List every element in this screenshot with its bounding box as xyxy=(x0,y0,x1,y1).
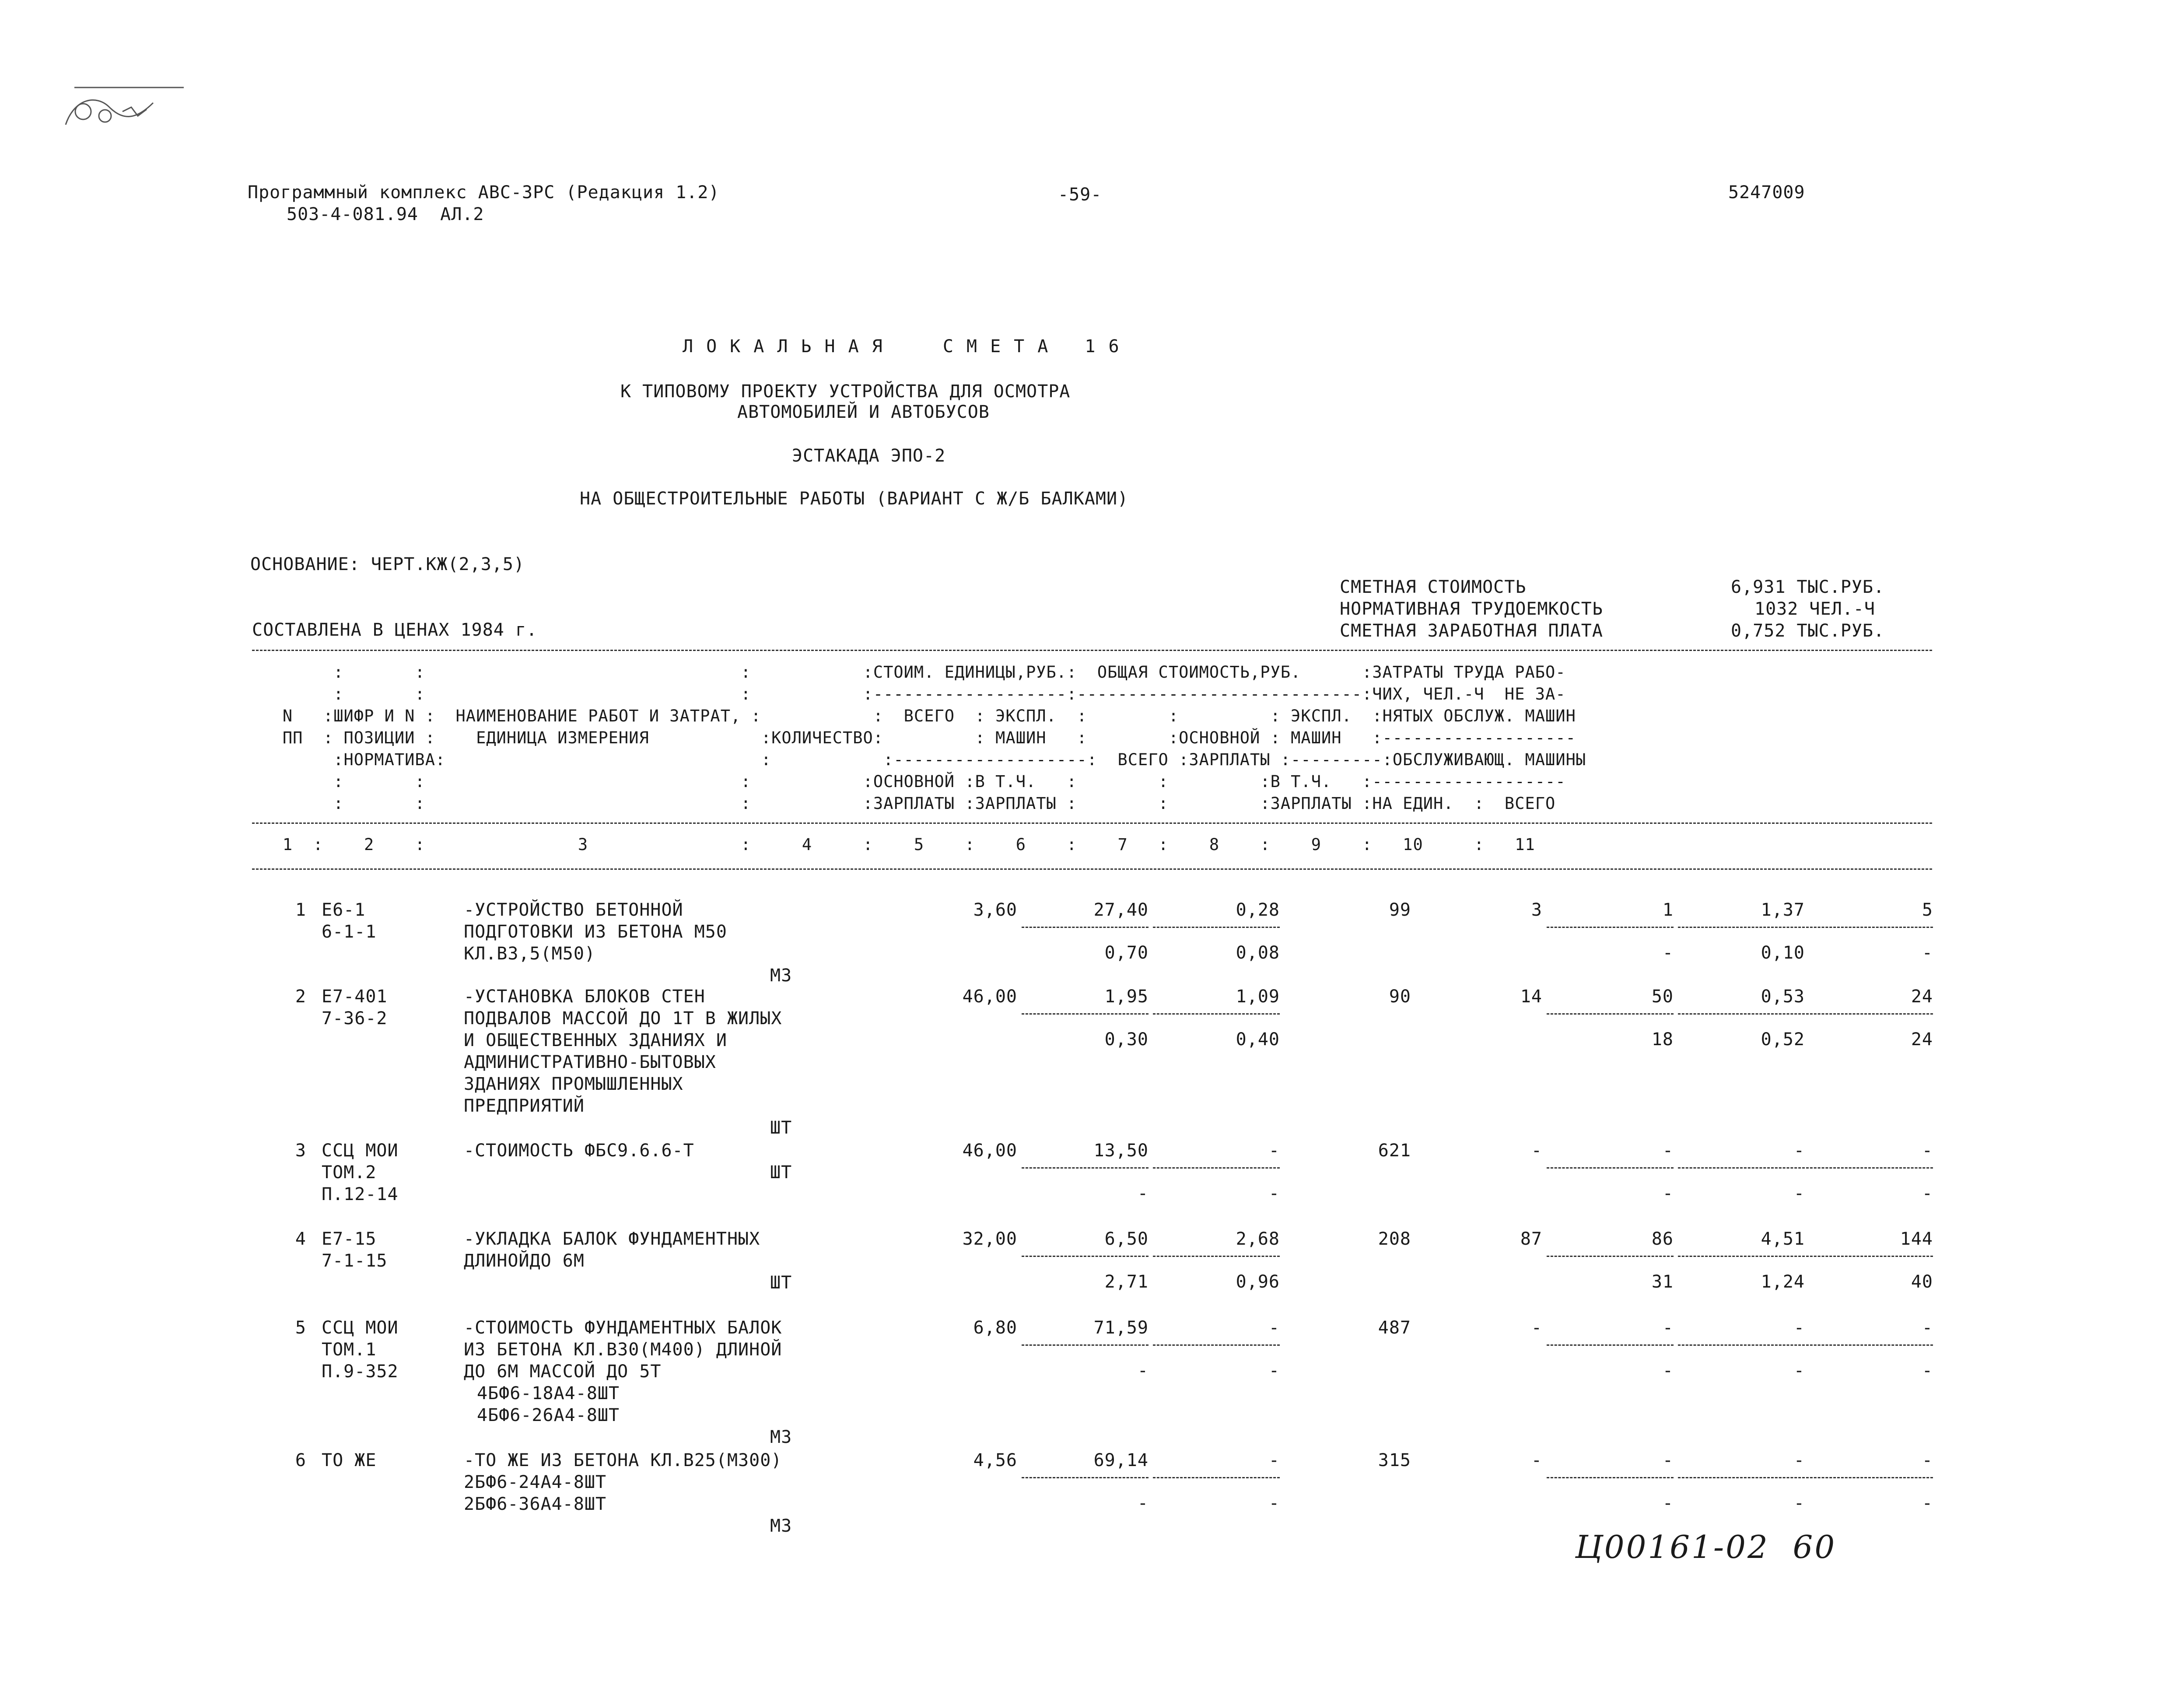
prices-text: СОСТАВЛЕНА В ЦЕНАХ 1984 г. xyxy=(252,620,538,640)
cell-c11b: - xyxy=(1922,943,1933,963)
row-name: ЗДАНИЯХ ПРОМЫШЛЕННЫХ xyxy=(464,1074,683,1094)
page-number: -59- xyxy=(1058,185,1102,205)
row-name: 2БФ6-24А4-8ШТ xyxy=(464,1472,607,1492)
table-top-rule xyxy=(252,650,1932,651)
cell-c6b: 0,96 xyxy=(1236,1272,1280,1292)
cell-c11b: - xyxy=(1922,1493,1933,1513)
basis-text: ОСНОВАНИЕ: ЧЕРТ.КЖ(2,3,5) xyxy=(250,554,525,574)
cell-c5: 71,59 xyxy=(1093,1318,1149,1338)
sub-rule xyxy=(1153,1013,1280,1015)
cell-c10: 0,53 xyxy=(1761,987,1805,1007)
row-code: Е6-1 xyxy=(322,900,366,920)
row-number: 6 xyxy=(295,1450,306,1470)
sub-rule xyxy=(1022,1167,1149,1169)
estimate-object: ЭСТАКАДА ЭПО-2 xyxy=(792,446,946,466)
cell-c10b: - xyxy=(1793,1493,1805,1513)
cell-c8: 14 xyxy=(1520,987,1542,1007)
cell-c8: - xyxy=(1531,1318,1542,1338)
cell-c10: - xyxy=(1793,1318,1805,1338)
cell-c5b: 0,70 xyxy=(1104,943,1149,963)
estimate-title: ЛОКАЛЬНАЯ СМЕТА 16 xyxy=(683,336,1132,357)
row-code: Е7-401 xyxy=(322,987,388,1007)
cell-c5: 6,50 xyxy=(1104,1229,1149,1249)
sub-rule xyxy=(1547,1013,1674,1015)
cell-c6b: 0,40 xyxy=(1236,1029,1280,1050)
row-number: 5 xyxy=(295,1318,306,1338)
sub-rule xyxy=(1806,1256,1933,1257)
row-name: ИЗ БЕТОНА КЛ.В30(М400) ДЛИНОЙ xyxy=(464,1340,782,1360)
row-code: ТОМ.2 xyxy=(322,1162,377,1183)
summary-label-wage: СМЕТНАЯ ЗАРАБОТНАЯ ПЛАТА xyxy=(1340,621,1603,641)
cell-c7: 487 xyxy=(1378,1318,1411,1338)
cell-c9: 1 xyxy=(1662,900,1674,920)
row-unit: М3 xyxy=(770,1427,792,1447)
cell-c5b: 2,71 xyxy=(1104,1272,1149,1292)
cell-c7: 208 xyxy=(1378,1229,1411,1249)
cell-c11: - xyxy=(1922,1141,1933,1161)
estimate-subtitle-2: АВТОМОБИЛЕЙ И АВТОБУСОВ xyxy=(737,402,990,422)
header-line: : : : :ЗАРПЛАТЫ :ЗАРПЛАТЫ : : :ЗАРПЛАТЫ :НА ЕДИН. : ВСЕГО xyxy=(252,794,1556,813)
header-line: :НОРМАТИВА: : :-------------------: ВСЕГО :ЗАРПЛАТЫ :---------:ОБСЛУЖИВАЮЩ. МАШИНЫ xyxy=(252,750,1586,769)
row-name: -СТОИМОСТЬ ФБС9.6.6-Т xyxy=(464,1141,694,1161)
sub-rule xyxy=(1547,1256,1674,1257)
sub-rule xyxy=(1022,1013,1149,1015)
sub-rule xyxy=(1153,1256,1280,1257)
estimate-works: НА ОБЩЕСТРОИТЕЛЬНЫЕ РАБОТЫ (ВАРИАНТ С Ж/Б БАЛКАМИ) xyxy=(580,489,1129,509)
cell-c5b: - xyxy=(1137,1183,1149,1204)
row-name: АДМИНИСТРАТИВНО-БЫТОВЫХ xyxy=(464,1052,716,1072)
cell-c6: - xyxy=(1268,1318,1280,1338)
row-code: П.12-14 xyxy=(322,1184,399,1204)
row-number: 2 xyxy=(295,987,306,1007)
row-name: ПРЕДПРИЯТИЙ xyxy=(464,1096,585,1116)
sub-rule xyxy=(1153,927,1280,928)
sub-rule xyxy=(1547,1477,1674,1478)
sub-rule xyxy=(1678,1013,1805,1015)
sub-rule xyxy=(1678,1344,1805,1346)
row-code: Е7-15 xyxy=(322,1229,377,1249)
cell-c6b: 0,08 xyxy=(1236,943,1280,963)
cell-c8: 3 xyxy=(1531,900,1542,920)
cell-c11b: 24 xyxy=(1911,1029,1933,1050)
summary-value-cost: 6,931 ТЫС.РУБ. xyxy=(1731,577,1885,597)
cell-c6: 0,28 xyxy=(1236,900,1280,920)
header-line: : : : :-------------------:----------------------------:ЧИХ, ЧЕЛ.-Ч НЕ ЗА- xyxy=(252,685,1566,704)
sub-rule xyxy=(1678,1167,1805,1169)
row-unit: ШТ xyxy=(770,1273,792,1293)
row-name: ДО 6М МАССОЙ ДО 5Т xyxy=(464,1362,662,1382)
sub-rule xyxy=(1022,1477,1149,1478)
cell-qty: 46,00 xyxy=(962,1141,1017,1161)
cell-c5b: - xyxy=(1137,1493,1149,1513)
cell-c10: - xyxy=(1793,1450,1805,1470)
row-unit: М3 xyxy=(770,1516,792,1536)
sub-rule xyxy=(1022,1344,1149,1346)
header-rule xyxy=(252,822,1932,824)
program-name: Программный комплекс АВС-3РС (Редакция 1.2) xyxy=(248,182,720,203)
header-line: : : : :СТОИМ. ЕДИНИЦЫ,РУБ.: ОБЩАЯ СТОИМОСТЬ,РУБ. :ЗАТРАТЫ ТРУДА РАБО- xyxy=(252,663,1566,682)
cell-c11b: - xyxy=(1922,1183,1933,1204)
cell-c6: 2,68 xyxy=(1236,1229,1280,1249)
row-name: И ОБЩЕСТВЕННЫХ ЗДАНИЯХ И xyxy=(464,1030,727,1050)
summary-value-wage: 0,752 ТЫС.РУБ. xyxy=(1731,621,1885,641)
row-name: ДЛИНОЙДО 6М xyxy=(464,1251,585,1271)
cell-qty: 4,56 xyxy=(973,1450,1017,1470)
summary-label-labor: НОРМАТИВНАЯ ТРУДОЕМКОСТЬ xyxy=(1340,599,1603,619)
stamp-mark xyxy=(57,81,188,147)
cell-c6b: - xyxy=(1268,1183,1280,1204)
cell-c11: 144 xyxy=(1900,1229,1933,1249)
cell-c7: 99 xyxy=(1389,900,1411,920)
summary-label-cost: СМЕТНАЯ СТОИМОСТЬ xyxy=(1340,577,1527,597)
row-code: ТО ЖЕ xyxy=(322,1450,377,1470)
row-name: 4БФ6-26А4-8ШТ xyxy=(477,1405,620,1425)
cell-c6b: - xyxy=(1268,1493,1280,1513)
row-code: ССЦ МОИ xyxy=(322,1318,399,1338)
row-unit: ШТ xyxy=(770,1162,792,1183)
cell-c5: 69,14 xyxy=(1093,1450,1149,1470)
cell-c6: - xyxy=(1268,1141,1280,1161)
sub-rule xyxy=(1806,927,1933,928)
cell-c8: - xyxy=(1531,1141,1542,1161)
row-number: 4 xyxy=(295,1229,306,1249)
cell-c10b: 1,24 xyxy=(1761,1272,1805,1292)
cell-c9: 86 xyxy=(1651,1229,1674,1249)
cell-c9b: 18 xyxy=(1651,1029,1674,1050)
cell-c10: 4,51 xyxy=(1761,1229,1805,1249)
document-number: 5247009 xyxy=(1728,182,1805,203)
cell-c9b: - xyxy=(1662,1493,1674,1513)
sub-rule xyxy=(1806,1344,1933,1346)
column-numbers-rule xyxy=(252,868,1932,870)
cell-c7: 621 xyxy=(1378,1141,1411,1161)
sub-rule xyxy=(1547,1167,1674,1169)
column-numbers: 1 : 2 : 3 : 4 : 5 : 6 : 7 : 8 : 9 : 10 : 11 xyxy=(252,835,1535,854)
row-code: 6-1-1 xyxy=(322,922,377,942)
row-number: 1 xyxy=(295,900,306,920)
summary-value-labor: 1032 ЧЕЛ.-Ч xyxy=(1754,599,1875,619)
cell-c6b: - xyxy=(1268,1361,1280,1381)
estimate-subtitle-1: К ТИПОВОМУ ПРОЕКТУ УСТРОЙСТВА ДЛЯ ОСМОТРА xyxy=(620,382,1071,402)
row-name: -УСТАНОВКА БЛОКОВ СТЕН xyxy=(464,987,705,1007)
row-name: 2БФ6-36А4-8ШТ xyxy=(464,1494,607,1514)
row-name: ПОДГОТОВКИ ИЗ БЕТОНА М50 xyxy=(464,922,727,942)
cell-c9: - xyxy=(1662,1318,1674,1338)
row-name: -ТО ЖЕ ИЗ БЕТОНА КЛ.В25(М300) xyxy=(464,1450,782,1470)
row-name: КЛ.В3,5(М50) xyxy=(464,944,595,964)
row-code: П.9-352 xyxy=(322,1362,399,1382)
sub-rule xyxy=(1547,927,1674,928)
cell-c9: - xyxy=(1662,1141,1674,1161)
sub-rule xyxy=(1547,1344,1674,1346)
sub-rule xyxy=(1022,927,1149,928)
row-code: ССЦ МОИ xyxy=(322,1141,399,1161)
cell-c6: - xyxy=(1268,1450,1280,1470)
row-name: 4БФ6-18А4-8ШТ xyxy=(477,1383,620,1404)
cell-c11: 24 xyxy=(1911,987,1933,1007)
cell-qty: 46,00 xyxy=(962,987,1017,1007)
cell-c5: 27,40 xyxy=(1093,900,1149,920)
handwritten-note: Ц00161-02 60 xyxy=(1575,1529,1837,1565)
header-line: N :ШИФР И N : НАИМЕНОВАНИЕ РАБОТ И ЗАТРАТ, : : ВСЕГО : ЭКСПЛ. : : : ЭКСПЛ. :НЯТЫХ ОБСЛУЖ. МАШИН xyxy=(252,707,1576,725)
row-unit: ШТ xyxy=(770,1118,792,1138)
row-number: 3 xyxy=(295,1141,306,1161)
cell-c7: 315 xyxy=(1378,1450,1411,1470)
sub-rule xyxy=(1022,1256,1149,1257)
cell-c11: 5 xyxy=(1922,900,1933,920)
cell-c10b: - xyxy=(1793,1361,1805,1381)
row-name: -СТОИМОСТЬ ФУНДАМЕНТНЫХ БАЛОК xyxy=(464,1318,782,1338)
row-unit: М3 xyxy=(770,966,792,986)
cell-c10b: - xyxy=(1793,1183,1805,1204)
row-name: -УКЛАДКА БАЛОК ФУНДАМЕНТНЫХ xyxy=(464,1229,760,1249)
project-code: 503-4-081.94 АЛ.2 xyxy=(287,204,484,224)
cell-qty: 3,60 xyxy=(973,900,1017,920)
sub-rule xyxy=(1806,1167,1933,1169)
cell-c9b: - xyxy=(1662,1183,1674,1204)
header-line: : : : :ОСНОВНОЙ :В Т.Ч. : : :В Т.Ч. :------------------- xyxy=(252,772,1566,791)
header-line: ПП : ПОЗИЦИИ : ЕДИНИЦА ИЗМЕРЕНИЯ :КОЛИЧЕСТВО: : МАШИН : :ОСНОВНОЙ : МАШИН :------------------- xyxy=(252,728,1576,747)
row-code: 7-1-15 xyxy=(322,1251,388,1271)
sub-rule xyxy=(1153,1344,1280,1346)
cell-c5b: 0,30 xyxy=(1104,1029,1149,1050)
cell-c10: 1,37 xyxy=(1761,900,1805,920)
row-code: 7-36-2 xyxy=(322,1008,388,1029)
cell-c5b: - xyxy=(1137,1361,1149,1381)
cell-c6: 1,09 xyxy=(1236,987,1280,1007)
cell-c9b: 31 xyxy=(1651,1272,1674,1292)
sub-rule xyxy=(1678,1477,1805,1478)
cell-c10: - xyxy=(1793,1141,1805,1161)
sub-rule xyxy=(1678,927,1805,928)
sub-rule xyxy=(1678,1256,1805,1257)
sub-rule xyxy=(1806,1013,1933,1015)
sub-rule xyxy=(1153,1477,1280,1478)
cell-c11b: 40 xyxy=(1911,1272,1933,1292)
cell-c9: - xyxy=(1662,1450,1674,1470)
cell-c10b: 0,52 xyxy=(1761,1029,1805,1050)
cell-c11b: - xyxy=(1922,1361,1933,1381)
row-code: ТОМ.1 xyxy=(322,1340,377,1360)
row-name: -УСТРОЙСТВО БЕТОННОЙ xyxy=(464,900,683,920)
cell-c9b: - xyxy=(1662,943,1674,963)
sub-rule xyxy=(1806,1477,1933,1478)
cell-c9b: - xyxy=(1662,1361,1674,1381)
cell-c11: - xyxy=(1922,1318,1933,1338)
cell-c9: 50 xyxy=(1651,987,1674,1007)
cell-c11: - xyxy=(1922,1450,1933,1470)
row-name: ПОДВАЛОВ МАССОЙ ДО 1Т В ЖИЛЫХ xyxy=(464,1008,782,1029)
cell-c5: 13,50 xyxy=(1093,1141,1149,1161)
cell-c8: 87 xyxy=(1520,1229,1542,1249)
cell-c10b: 0,10 xyxy=(1761,943,1805,963)
cell-c5: 1,95 xyxy=(1104,987,1149,1007)
cell-c7: 90 xyxy=(1389,987,1411,1007)
cell-qty: 6,80 xyxy=(973,1318,1017,1338)
cell-qty: 32,00 xyxy=(962,1229,1017,1249)
sub-rule xyxy=(1153,1167,1280,1169)
cell-c8: - xyxy=(1531,1450,1542,1470)
